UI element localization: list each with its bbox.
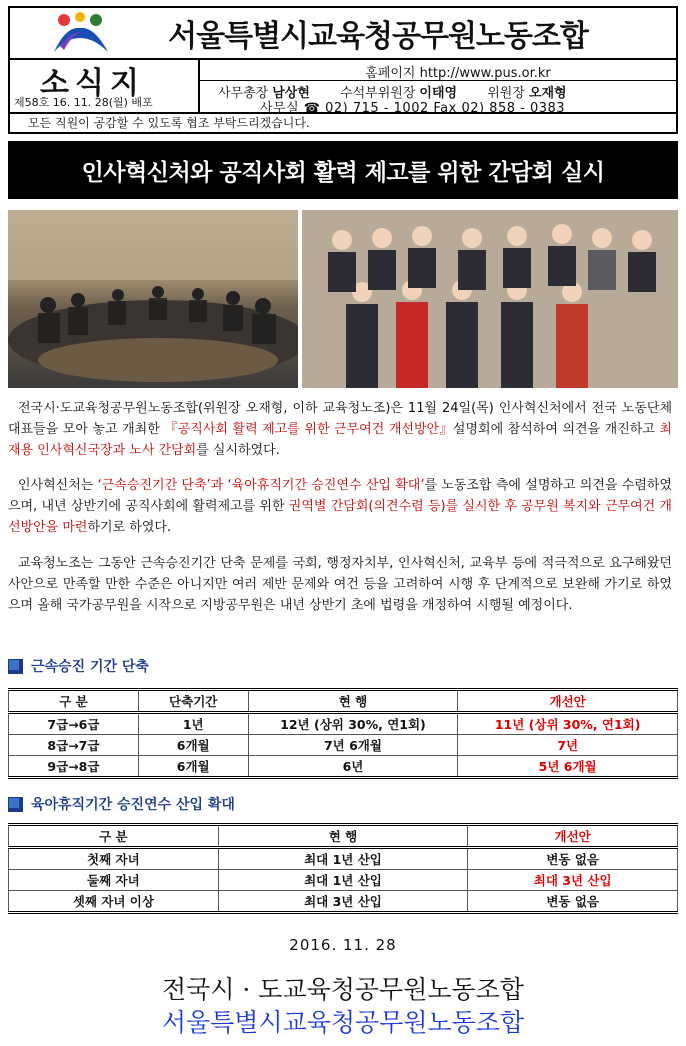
table-row [9, 870, 678, 891]
paragraph-text: 를 노동조합 측에 설명하고 의견을 수렴하였으며, 내년 상반기에 공직사회에 활력제고를 위한 [8, 478, 672, 514]
table-cell: 12년 (상위 30%, 연1회) [248, 713, 458, 735]
homepage-link[interactable]: 홈페이지 http://www.pus.or.kr [365, 66, 551, 81]
officer-name: 이태영 [419, 86, 458, 101]
signature-national-union: 전국시 · 도교육청공무원노동조합 [162, 975, 524, 1004]
paragraph-text: 설명회에 참석하여 의견을 개진하고 [452, 422, 660, 437]
meeting-photo [8, 210, 298, 388]
group-photo [302, 210, 678, 388]
officer-name: 남상현 [272, 86, 310, 101]
paragraph-text: 전국시·도교육청공무원노동조합(위원장 오재형, 이하 교육청노조)은 11월 24일(목) 인사혁신처에서 전국 노동단체 대표들을 모아 놓고 개최한 [8, 401, 672, 437]
paragraph-text: 인사혁신처는 [18, 478, 98, 493]
masthead [8, 6, 678, 134]
section-title: 근속승진 기간 단축 [31, 659, 149, 675]
table-cell: 6개월 [138, 756, 248, 778]
article-paragraph-3: 교육청노조는 그동안 근속승진기간 단축 문제를 국회, 행정자치부, 인사혁신처, 교육부 등에 적극적으로 요구해왔던 사안으로 만족할 만한 수준은 아니지만 여러 제반 문제와 여건 등을 고려하여 시행 후 단계적으로 보완해 가기로 하였으며 올해 국가공무원을 시작으로 지방공무원은 내년 상반기 초에 법령을 개정하여 시행될 예정이다. [8, 556, 672, 613]
section-heading [8, 656, 149, 676]
article-paragraph-1 [8, 398, 672, 461]
paragraph-text: 하기로 하였다. [87, 520, 172, 535]
table-header-row [9, 825, 678, 848]
parental-leave-table [8, 823, 678, 914]
table-cell: 최대 1년 산입 [218, 870, 468, 891]
column-header: 구 분 [9, 690, 139, 713]
column-header: 개선안 [458, 690, 678, 713]
table-cell: 6개월 [138, 735, 248, 756]
table-row [9, 891, 678, 913]
table-cell: 11년 (상위 30%, 연1회) [458, 713, 678, 735]
union-logo-icon [50, 12, 112, 54]
meeting-photo-drawing [8, 210, 298, 388]
column-header: 현 행 [218, 825, 468, 848]
seniority-promotion-table [8, 688, 678, 779]
section-title: 육아휴직기간 승진연수 산입 확대 [31, 797, 235, 813]
square-bullet-icon [8, 659, 23, 674]
table-row [9, 735, 678, 756]
table-cell: 최대 3년 산입 [218, 891, 468, 913]
officer-role: 사무총장 [218, 86, 269, 101]
table-cell: 7년 [458, 735, 678, 756]
column-header: 구 분 [9, 825, 219, 848]
square-bullet-icon [8, 797, 23, 812]
paragraph-text: 를 실시하였다. [196, 443, 280, 458]
officer-role: 위원장 [487, 86, 525, 101]
issue-info: 제58호 16. 11. 28(월) 배포 [14, 96, 153, 109]
newsletter-title: 소식지 [40, 66, 145, 101]
notice-line: 모든 직원이 공감할 수 있도록 협조 부탁드리겠습니다. [28, 116, 310, 130]
masthead-contact [200, 60, 676, 116]
table-row [9, 713, 678, 735]
divider [200, 80, 676, 81]
highlight-text: 권역별 간담회(의견수렴 등)를 실시한 후 공무원 복지와 근무여건 개선방안을 마련 [8, 499, 672, 535]
table-cell: 셋째 자녀 이상 [9, 891, 219, 913]
section-heading [8, 794, 235, 814]
table-cell: 최대 3년 산입 [468, 870, 678, 891]
masthead-top [10, 8, 676, 60]
headline-banner: 인사혁신처와 공직사회 활력 제고를 위한 간담회 실시 [8, 141, 678, 199]
table-cell: 1년 [138, 713, 248, 735]
highlight-text: ‘근속승진기간 단축’과 ‘육아휴직기간 승진연수 산입 확대’ [97, 478, 425, 493]
office-contact: 사무실 ☎ 02) 715 - 1002 Fax 02) 858 - 0383 [260, 101, 566, 116]
group-photo-drawing [302, 210, 678, 388]
union-name: 서울특별시교육청공무원노동조합 [168, 19, 588, 54]
highlight-text: 최재용 인사혁신국장과 노사 간담회 [8, 422, 673, 458]
officer-name: 오재형 [528, 86, 567, 101]
table-cell: 6년 [248, 756, 458, 778]
table-cell: 9급→8급 [9, 756, 139, 778]
signature-seoul-union: 서울특별시교육청공무원노동조합 [161, 1008, 525, 1037]
column-header: 단축기간 [138, 690, 248, 713]
table-cell: 7년 6개월 [248, 735, 458, 756]
table-cell: 첫째 자녀 [9, 848, 219, 870]
table-row [9, 756, 678, 778]
article-paragraph-2 [8, 475, 672, 538]
officer-role: 수석부위원장 [340, 86, 416, 101]
table-cell: 둘째 자녀 [9, 870, 219, 891]
column-header: 현 행 [248, 690, 458, 713]
highlight-text: 『공직사회 활력 제고를 위한 근무여건 개선방안』 [164, 422, 453, 437]
column-header: 개선안 [468, 825, 678, 848]
masthead-title-box [10, 60, 200, 112]
issue-date: 2016. 11. 28 [289, 936, 397, 954]
table-cell: 5년 6개월 [458, 756, 678, 778]
table-cell: 변동 없음 [468, 891, 678, 913]
masthead-info [10, 60, 676, 114]
table-cell: 8급→7급 [9, 735, 139, 756]
table-cell: 최대 1년 산입 [218, 848, 468, 870]
table-row [9, 848, 678, 870]
table-cell: 변동 없음 [468, 848, 678, 870]
table-cell: 7급→6급 [9, 713, 139, 735]
table-header-row [9, 690, 678, 713]
